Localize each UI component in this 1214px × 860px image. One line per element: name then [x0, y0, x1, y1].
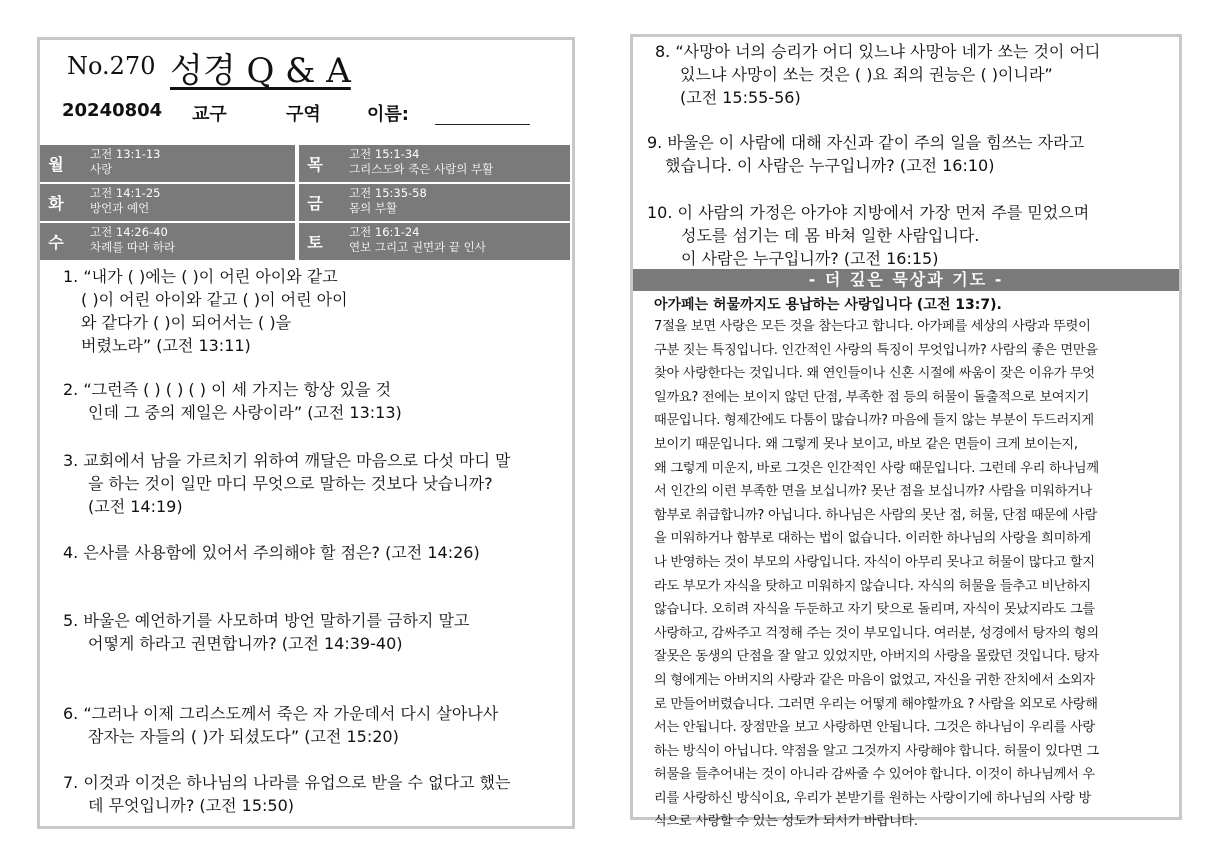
church-label: 교구 — [192, 104, 227, 125]
essay-line: 사랑하고, 감싸주고 걱정해 주는 것이 부모입니다. 여러분, 성경에서 탕자의 형의 — [654, 625, 1099, 641]
reading-topic: 연보 그리고 권면과 끝 인사 — [349, 240, 486, 254]
question-3: 3. 교회에서 남을 가르치기 위하여 깨달은 마음으로 다섯 마디 말 을 하는 것이 일만 마디 무엇으로 말하는 것보다 낫습니까? (고전 14:19) — [63, 451, 511, 516]
essay-line: 식으로 사랑할 수 있는 성도가 되시기 바랍니다. — [654, 814, 918, 830]
schedule-cell — [72, 184, 295, 221]
reading-ref: 고전 15:1-34 — [349, 147, 420, 161]
reading-topic: 방언과 예언 — [90, 201, 150, 215]
reading-topic: 몸의 부활 — [349, 201, 398, 215]
schedule-row — [40, 182, 572, 221]
issue-number: No.270 — [67, 52, 156, 80]
essay-line: 서는 안됩니다. 장점만을 보고 사랑하면 안됩니다. 그것은 하나님이 우리를 사랑 — [654, 720, 1095, 736]
question-1: 1. “내가 ( )에는 ( )이 어린 아이와 같고 ( )이 어린 아이와 같고 ( )이 어린 아이 와 같다가 ( )이 되어서는 ( )을 버렸노라” (고전 13:11) — [63, 267, 348, 355]
day-label: 토 — [299, 223, 331, 260]
essay-line: 하는 방식이 아닙니다. 약점을 알고 그것까지 사랑해야 합니다. 허물이 있다면 그 — [654, 743, 1099, 759]
question-4: 4. 은사를 사용함에 있어서 주의해야 할 점은? (고전 14:26) — [63, 543, 480, 562]
question-2: 2. “그런즉 ( ) ( ) ( ) 이 세 가지는 항상 있을 것 인데 그 중의 제일은 사랑이라” (고전 13:13) — [63, 380, 402, 422]
reading-topic: 사랑 — [90, 162, 113, 176]
page-title: 성경 Q & A — [170, 51, 351, 91]
district-label: 구역 — [286, 104, 321, 125]
essay-line: 않습니다. 오히려 자식을 두둔하고 자기 탓으로 돌리며, 자식이 못났지라도 그를 — [654, 602, 1095, 618]
essay-line: 서 인간의 이런 부족한 면을 보십니까? 못난 점을 보십니까? 사람을 미워하거나 — [654, 484, 1092, 500]
name-label: 이름: — [367, 104, 409, 125]
day-label: 목 — [299, 145, 331, 182]
section-heading: - 더 깊은 묵상과 기도 - — [633, 269, 1179, 291]
day-label: 화 — [40, 184, 72, 221]
schedule-cell — [331, 145, 570, 182]
day-label: 금 — [299, 184, 331, 221]
essay-line: 일까요? 전에는 보이지 않던 단점, 부족한 점 등의 허물이 돌출적으로 보여지기 — [654, 389, 1090, 405]
essay-line: 보이기 때문입니다. 왜 그렇게 못나 보이고, 바보 같은 면들이 크게 보이는지, — [654, 436, 1078, 452]
reading-ref: 고전 16:1-24 — [349, 225, 420, 239]
essay-line: 때문입니다. 형제간에도 다툼이 많습니까? 마음에 들지 않는 부분이 두드러지게 — [654, 413, 1094, 429]
schedule-cell — [331, 223, 570, 260]
essay-line: 라도 부모가 자식을 탓하고 미워하지 않습니다. 자식의 허물을 들추고 비난하지 — [654, 578, 1091, 594]
question-10: 10. 이 사람의 가정은 아가야 지방에서 가장 먼저 주를 믿었으며 성도를 섬기는 데 몸 바쳐 일한 사람입니다. 이 사람은 누구입니까? (고전 16:15) — [647, 203, 1090, 268]
schedule-cell — [72, 223, 295, 260]
question-6: 6. “그러나 이제 그리스도께서 죽은 자 가운데서 다시 살아나사 잠자는 자들의 ( )가 되셨도다” (고전 15:20) — [63, 704, 499, 746]
date: 20240804 — [62, 100, 163, 121]
reading-ref: 고전 13:1-13 — [90, 147, 161, 161]
question-7: 7. 이것과 이것은 하나님의 나라를 유업으로 받을 수 없다고 했는 데 무엇입니까? (고전 15:50) — [63, 773, 511, 815]
reading-ref: 고전 15:35-58 — [349, 186, 427, 200]
essay-body — [654, 315, 1159, 834]
name-blank-line — [435, 124, 530, 125]
essay-line: 의 형에게는 아버지의 사랑과 같은 마음이 없었고, 자신을 귀한 잔치에서 소외자 — [654, 672, 1095, 688]
question-9: 9. 바울은 이 사람에 대해 자신과 같이 주의 일을 힘쓰는 자라고 했습니다. 이 사람은 누구입니까? (고전 16:10) — [647, 133, 1085, 175]
essay-line: 나 반영하는 것이 부모의 사랑입니다. 자식이 아무리 못나고 허물이 많다고 할지 — [654, 554, 1095, 570]
essay-line: 잘못은 동생의 단점을 잘 알고 있었지만, 아버지의 사랑을 몰랐던 것입니다. 탕자 — [654, 649, 1099, 665]
essay-line: 함부로 취급합니까? 아닙니다. 하나님은 사람의 못난 점, 허물, 단점 때문에 사람 — [654, 507, 1097, 523]
reading-topic: 그리스도와 죽은 사람의 부활 — [349, 162, 494, 176]
schedule-row — [40, 143, 572, 182]
essay-line: 허물을 들추어내는 것이 아니라 감싸줄 수 있어야 합니다. 이것이 하나님께서 우 — [654, 767, 1095, 783]
essay-line: 구분 짓는 특징입니다. 인간적인 사랑의 특징이 무엇입니까? 사람의 좋은 면만을 — [654, 342, 1098, 358]
reading-schedule — [40, 143, 572, 260]
schedule-cell — [72, 145, 295, 182]
essay-line: 을 미워하거나 함부로 대하는 법이 없습니다. 이러한 하나님의 사랑을 희미하게 — [654, 531, 1091, 547]
day-label: 월 — [40, 145, 72, 182]
essay-line: 7절을 보면 사랑은 모든 것을 참는다고 합니다. 아가페를 세상의 사랑과 뚜렷이 — [654, 319, 1091, 334]
reading-ref: 고전 14:1-25 — [90, 186, 161, 200]
question-5: 5. 바울은 예언하기를 사모하며 방언 말하기를 금하지 말고 어떻게 하라고 권면합니까? (고전 14:39-40) — [63, 611, 470, 653]
left-page — [37, 37, 575, 829]
question-8: 8. “사망아 너의 승리가 어디 있느냐 사망아 네가 쏘는 것이 어디 있느냐 사망이 쏘는 것은 ( )요 죄의 권능은 ( )이니라” (고전 15:55-56) — [655, 42, 1101, 107]
essay-title: 아가페는 허물까지도 용납하는 사랑입니다 (고전 13:7). — [654, 297, 1002, 313]
essay-line: 왜 그렇게 미운지, 바로 그것은 인간적인 사랑 때문입니다. 그런데 우리 하나님께 — [654, 460, 1099, 476]
essay-line: 로 만들어버렸습니다. 그러면 우리는 어떻게 해야할까요 ? 사람을 외모로 사랑해 — [654, 696, 1098, 712]
essay-line: 찾아 사랑한다는 것입니다. 왜 연인들이나 신혼 시절에 싸움이 잦은 이유가 무엇 — [654, 366, 1095, 382]
schedule-cell — [331, 184, 570, 221]
essay-line: 리를 사랑하신 방식이요, 우리가 본받기를 원하는 사랑이기에 하나님의 사랑 방 — [654, 790, 1091, 806]
day-label: 수 — [40, 223, 72, 260]
schedule-row — [40, 221, 572, 260]
reading-ref: 고전 14:26-40 — [90, 225, 168, 239]
reading-topic: 차례를 따라 하라 — [90, 240, 176, 254]
right-page — [630, 34, 1182, 830]
